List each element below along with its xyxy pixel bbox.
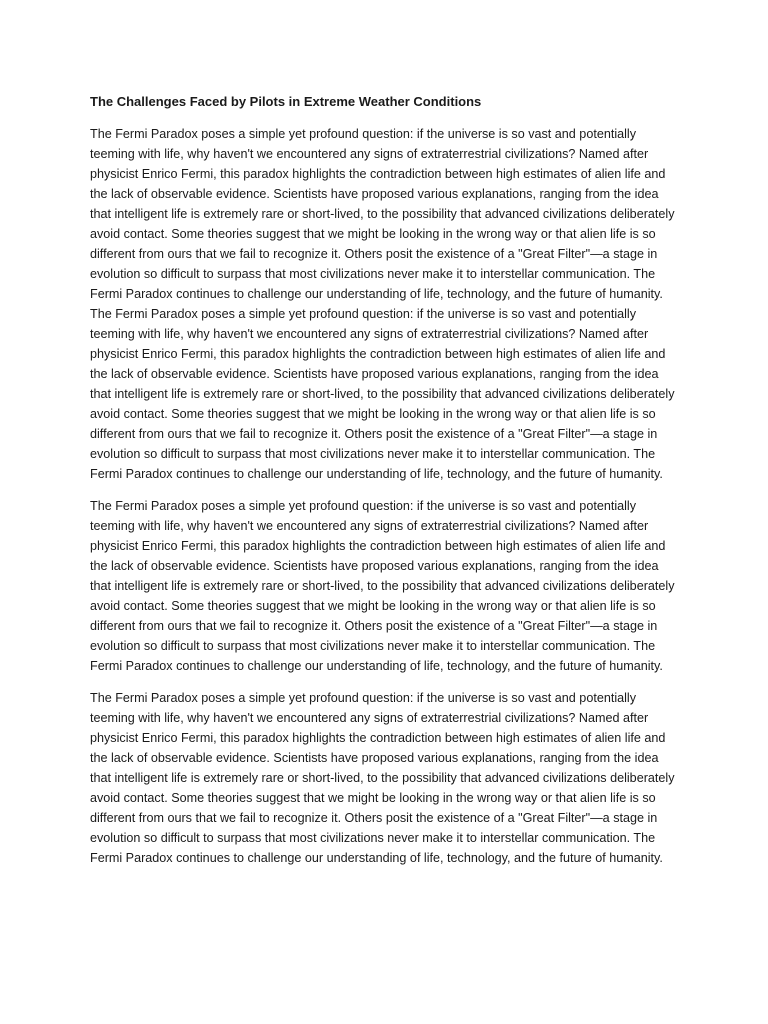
paragraph-2: The Fermi Paradox poses a simple yet profound question: if the universe is so vast and potentially teeming with life, why haven't we encountered any signs of extraterrestrial civilizations? Named after physicist Enrico Fermi, this paradox highlights the contradiction between high estimates of alien life and the lack of observable evidence. Scientists have proposed various explanations, ranging from the idea that intelligent life is extremely rare or short-lived, to the possibility that advanced civilizations deliberately avoid contact. Some theories suggest that we might be looking in the wrong way or that alien life is so different from ours that we fail to recognize it. Others posit the existence of a "Great Filter"—a stage in evolution so difficult to surpass that most civilizations never make it to interstellar communication. The Fermi Paradox continues to challenge our understanding of life, technology, and the future of humanity. [90,499,675,673]
document-body [90,92,680,880]
document-title: The Challenges Faced by Pilots in Extreme Weather Conditions [90,94,482,109]
paragraph-1: The Fermi Paradox poses a simple yet profound question: if the universe is so vast and potentially teeming with life, why haven't we encountered any signs of extraterrestrial civilizations? Named after physicist Enrico Fermi, this paradox highlights the contradiction between high estimates of alien life and the lack of observable evidence. Scientists have proposed various explanations, ranging from the idea that intelligent life is extremely rare or short-lived, to the possibility that advanced civilizations deliberately avoid contact. Some theories suggest that we might be looking in the wrong way or that alien life is so different from ours that we fail to recognize it. Others posit the existence of a "Great Filter"—a stage in evolution so difficult to surpass that most civilizations never make it to interstellar communication. The Fermi Paradox continues to challenge our understanding of life, technology, and the future of humanity. The Fermi Paradox poses a simple yet profound question: if the universe is so vast and potentially teeming with life, why haven't we encountered any signs of extraterrestrial civilizations? Named after physicist Enrico Fermi, this paradox highlights the contradiction between high estimates of alien life and the lack of observable evidence. Scientists have proposed various explanations, ranging from the idea that intelligent life is extremely rare or short-lived, to the possibility that advanced civilizations deliberately avoid contact. Some theories suggest that we might be looking in the wrong way or that alien life is so different from ours that we fail to recognize it. Others posit the existence of a "Great Filter"—a stage in evolution so difficult to surpass that most civilizations never make it to interstellar communication. The Fermi Paradox continues to challenge our understanding of life, technology, and the future of humanity. [90,127,675,481]
paragraph-3: The Fermi Paradox poses a simple yet profound question: if the universe is so vast and potentially teeming with life, why haven't we encountered any signs of extraterrestrial civilizations? Named after physicist Enrico Fermi, this paradox highlights the contradiction between high estimates of alien life and the lack of observable evidence. Scientists have proposed various explanations, ranging from the idea that intelligent life is extremely rare or short-lived, to the possibility that advanced civilizations deliberately avoid contact. Some theories suggest that we might be looking in the wrong way or that alien life is so different from ours that we fail to recognize it. Others posit the existence of a "Great Filter"—a stage in evolution so difficult to surpass that most civilizations never make it to interstellar communication. The Fermi Paradox continues to challenge our understanding of life, technology, and the future of humanity. [90,691,675,865]
